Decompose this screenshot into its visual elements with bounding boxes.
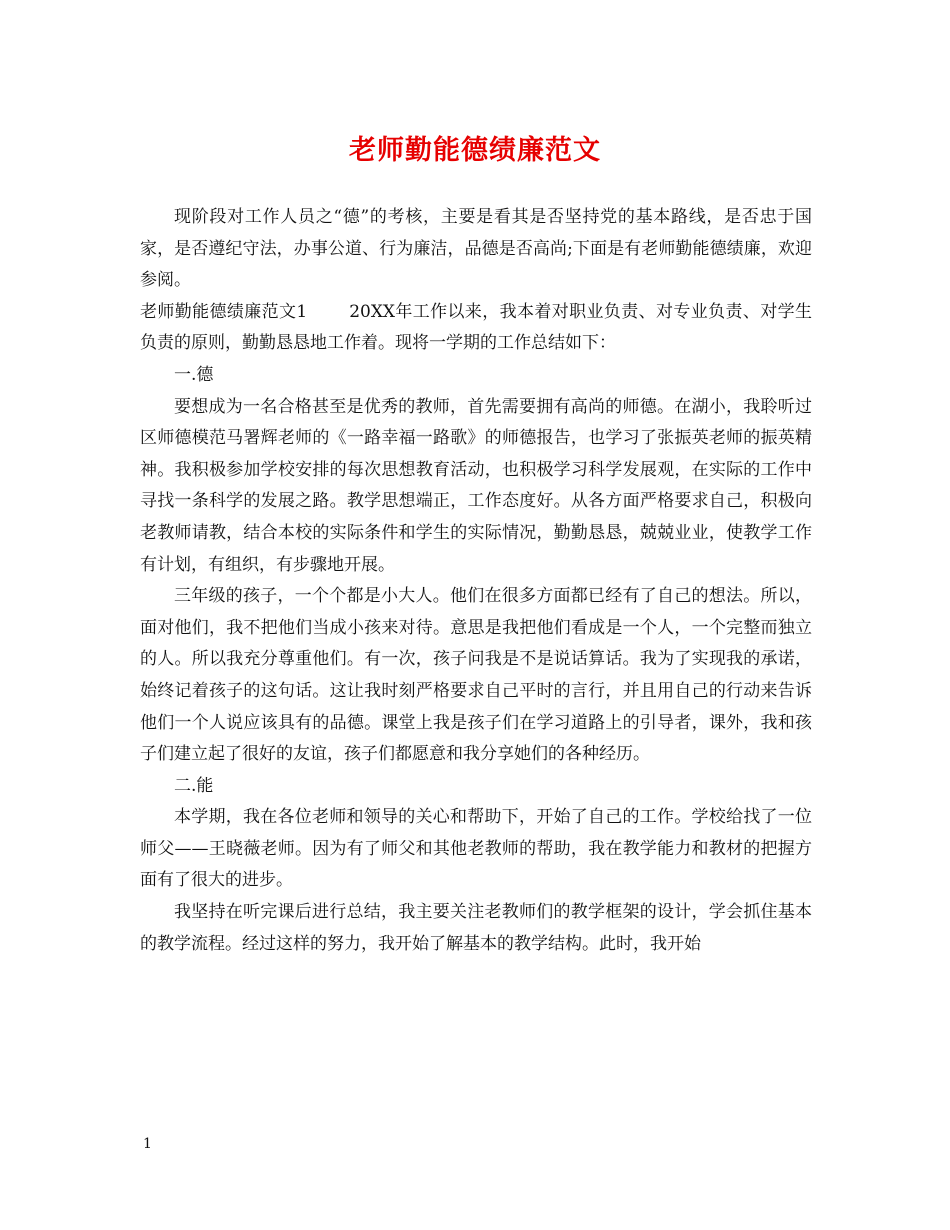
intro-paragraph: 现阶段对工作人员之“德”的考核，主要是看其是否坚持党的基本路线，是否忠于国家，是否遵纪守法，办事公道、行为廉洁，品德是否高尚;下面是有老师勤能德绩廉，欢迎参阅。: [140, 207, 812, 291]
section-heading-de: 一.德: [174, 364, 214, 385]
de-paragraph-1: 要想成为一名合格甚至是优秀的教师，首先需要拥有高尚的师德。在湖小，我聆听过区师德模范马署辉老师的《一路幸福一路歌》的师德报告，也学习了张振英老师的振英精神。我积极参加学校安排的每次思想教育活动，也积极学习科学发展观，在实际的工作中寻找一条科学的发展之路。教学思想端正，工作态度好。从各方面严格要求自己，积极向老教师请教，结合本校的实际条件和学生的实际情况，勤勤恳恳，兢兢业业，使教学工作有计划，有组织，有步骤地开展。: [140, 396, 812, 575]
page-number: 1: [143, 1136, 152, 1152]
section-heading-neng: 二.能: [174, 775, 214, 796]
document-body: [140, 202, 812, 960]
neng-paragraph-2: 我坚持在听完课后进行总结，我主要关注老教师们的教学框架的设计，学会抓住基本的教学流程。经过这样的努力，我开始了解基本的教学结构。此时，我开始: [140, 902, 812, 954]
sample-heading-paragraph: [140, 297, 812, 360]
document-title: 老师勤能德绩廉范文: [349, 135, 601, 166]
sample-title: 老师勤能德绩廉范文1: [140, 301, 308, 322]
de-paragraph-2: 三年级的孩子，一个个都是小大人。他们在很多方面都已经有了自己的想法。所以，面对他们，我不把他们当成小孩来对待。意思是我把他们看成是一个人，一个完整而独立的人。所以我充分尊重他们。有一次，孩子问我是不是说话算话。我为了实现我的承诺，始终记着孩子的这句话。这让我时刻严格要求自己平时的言行，并且用自己的行动来告诉他们一个人说应该具有的品德。课堂上我是孩子们在学习道路上的引导者，课外，我和孩子们建立起了很好的友谊，孩子们都愿意和我分享她们的各种经历。: [140, 586, 812, 765]
neng-paragraph-1: 本学期，我在各位老师和领导的关心和帮助下，开始了自己的工作。学校给找了一位师父——王晓薇老师。因为有了师父和其他老教师的帮助，我在教学能力和教材的把握方面有了很大的进步。: [140, 807, 812, 891]
sample-opening-text: 20XX年工作以来，我本着对职业负责、对专业负责、对学生负责的原则，勤勤恳恳地工作着。现将一学期的工作总结如下：: [140, 301, 812, 354]
